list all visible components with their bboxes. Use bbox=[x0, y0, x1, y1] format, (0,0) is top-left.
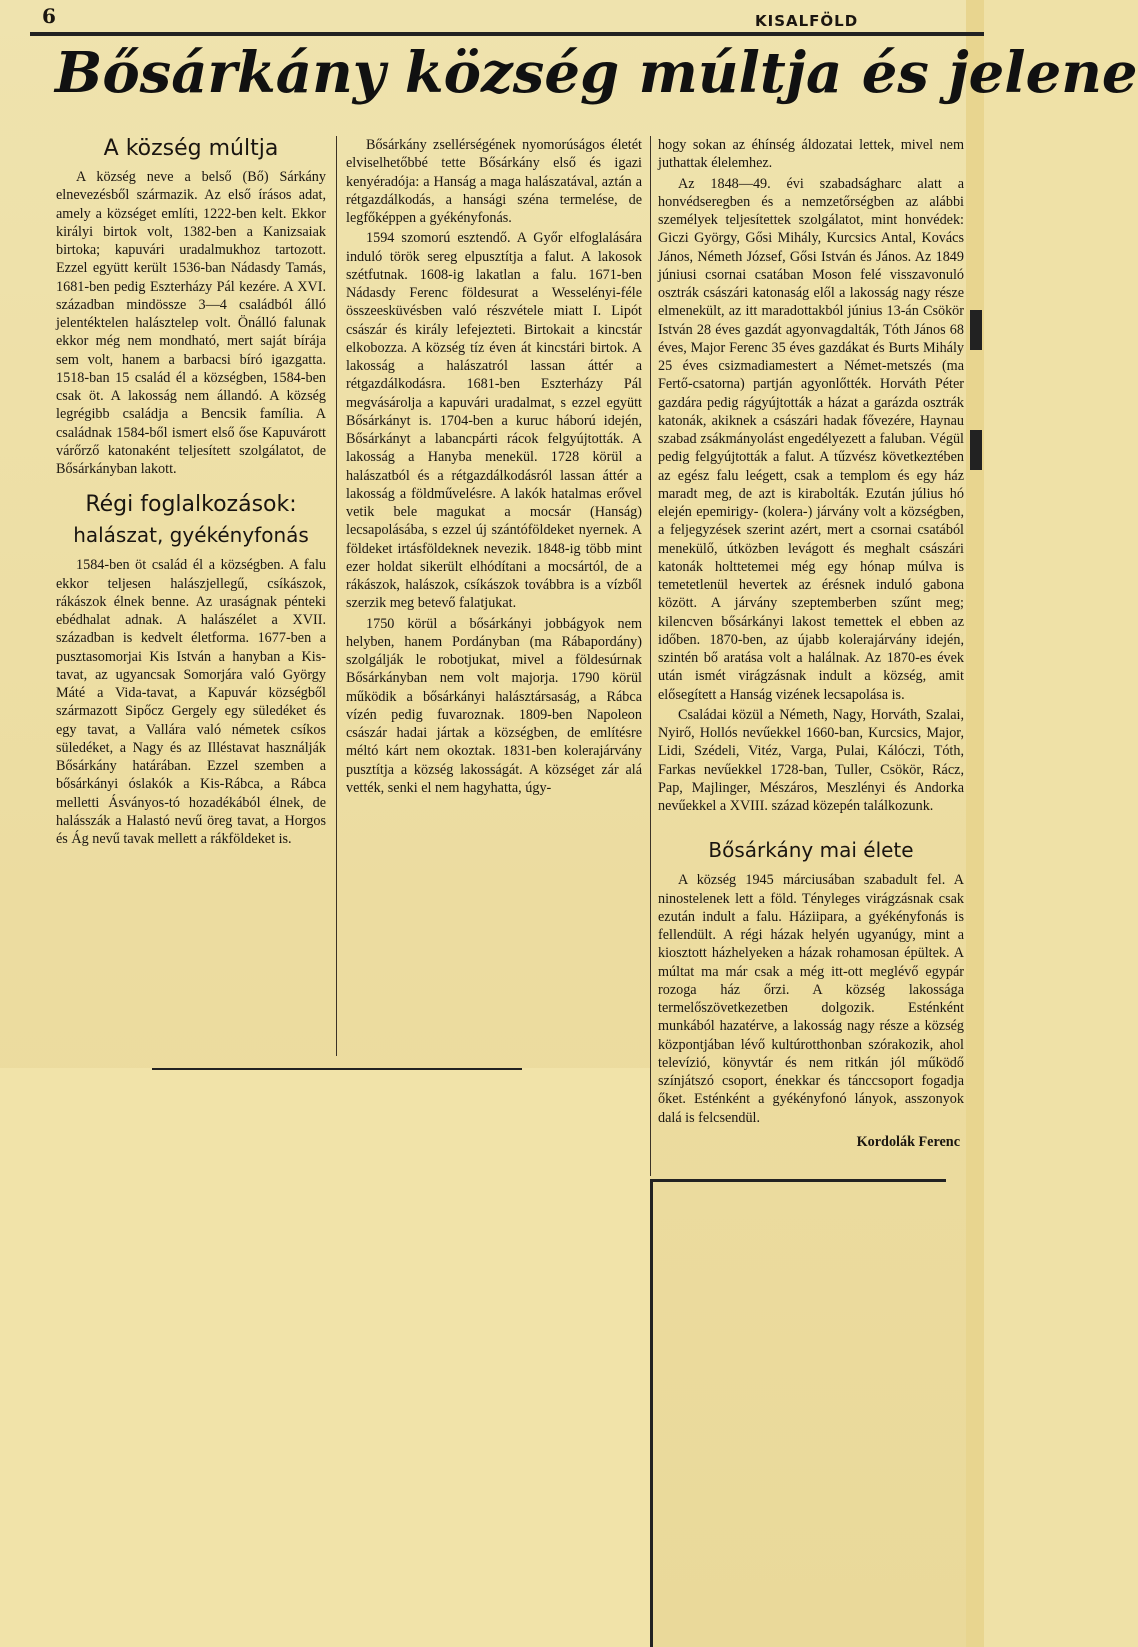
column-divider bbox=[336, 136, 337, 1056]
column-1 bbox=[56, 136, 326, 850]
edge-mark bbox=[970, 310, 982, 350]
column-3 bbox=[658, 136, 964, 1151]
paragraph: A község 1945 márciusában szabadult fel. A ninostelenek lett a föld. Tényleges virágzásnak csak ezután indult a falu. Háziipara, a gyékényfonás is fellendült. A régi házak helyén ugyanúgy, mint a kiosztott házhelyeken a házak rohamosan épültek. A múltat ma már csak a még itt-ott meglévő egypár rozoga ház őrzi. A község lakossága termelőszövetkezetben dolgozik. Esténként munkából hazatérve, a lakosság nagy része a község központjában lévő kultúrotthonban szórakozik, ahol televízió, könyvtár és nem ritkán jól működő színjátszó csoport, énekkar és tánccsoport fogadja őket. Esténként a gyékényfonó lányok, asszonyok dalá is felcsendül. bbox=[658, 872, 964, 1126]
column-2 bbox=[346, 136, 642, 799]
column-divider bbox=[650, 136, 651, 1176]
paragraph: 1584-ben öt család él a községben. A falu ekkor teljesen halászjellegű, csíkászok, rákászok élnek benne. Az uraságnak pénteki ebédhalat adnak. A halászélet a XVII. században is kedvelt életforma. 1677-ben a pusztasomorjai Kis István a hanyban a Kis-tavat, az ugyancsak Somorjára való György Máté a Vida-tavat, a Kapuvár községből származott Sipőcz Gergely egy süledéket és egy tavat, a Vallára való németek csíkos süledéket, a Nagy és az Illéstavat használják Bősárkány határában. Ezzel szemben a bősárkányi óslakók a Kis-Rábca, a Rábca melletti Ásványos-tó hozadékából élnek, de halásszák a Halastó nevű öreg tavat, a Horgos és Ág nevű tavak mellett a rákföldeket is. bbox=[56, 557, 326, 847]
paragraph: Az 1848—49. évi szabadságharc alatt a honvédseregben és a nemzetőrségben az alábbi személyek teljesítettek szolgálatot, mint honvédek: Giczi György, Gősi Mihály, Kurcsics Antal, Kovács János, Németh József, Gősi István és János. Az 1849 júniusi csornai csatában Moson felé visszavonuló osztrák császári katonaság elől a lakosság nagy része elmenekült, az itt maradottakból június 13-án Csökör István 28 éves gazdát agyonvagdalták, Tóth János 68 éves, Major Ferenc 35 éves gazdákat és Burts Mihály 25 éves csizmadiamestert a Német-metszés (ma Fertő-csatorna) partján agyonlőtték. Horváth Péter gazdára pedig rágyújtották a házat a garázda osztrák katonák, akiknek a császári hadak fővezére, Haynau szabad zsákmányolást engedélyezett a faluban. Végül pedig felgyújtották a falut. A tűzvész következtében az egész falu leégett, csak a templom és egy ház maradt meg, de azt is kirabolták. Ezután július hó elején epemirigy- (kolera-) járvány volt a községben, a feljegyzések szerint azért, mert a csornai csatából menekülő, útközben levágott és meghalt császári katonák holttetemei még egy hónap múlva is temetetlenül hevertek az érésnek induló gabona között. A járvány szeptemberben szűnt meg; kilencven bősárkányi lakost temettek el ebben az időben. 1870-ben, az újabb kolerajárvány idején, szintén bő aratása volt a halálnak. Az 1870-es évek után ismét virágzásnak indult a község, amit elősegített a Hanság vizének lecsapolása is. bbox=[658, 175, 964, 703]
box-rule bbox=[650, 1179, 653, 1647]
adjacent-page-edge bbox=[966, 0, 984, 1647]
section-title: Bősárkány mai élete bbox=[708, 838, 914, 863]
header-rule bbox=[30, 32, 984, 36]
section-subtitle: halászat, gyékényfonás bbox=[73, 523, 309, 548]
page-number: 6 bbox=[42, 4, 56, 28]
section-title: A község múltja bbox=[103, 136, 279, 161]
paragraph: 1594 szomorú esztendő. A Győr elfoglalására induló török sereg elpusztítja a falut. A lakosok szétfutnak. 1608-ig lakatlan a falu. 1671-ben Nádasdy Ferenc földesurat a Wesselényi-féle összeesküvésben való részvétele miatt I. Lipót császár és király lefejezteti. Birtokait a kincstár elkobozza. A község tíz éven át kincstári birtok. A lakosság a halászatról lassan áttér a rétgazdálkodásra. 1681-ben Eszterházy Pál megvásárolja a kapuvári uradalmat, s ezzel együtt Bősárkányt is. 1704-ben a kuruc háború idején, Bősárkányt a labancpárti rácok felgyújtották. A lakosság a Hanyba menekül. 1728 körül a halászatból és a rétgazdálkodásról lassan áttér a lakosság a földművelésre. A lakók hatalmas erővel vetik bele magukat a mocsár (Hanság) lecsapolásába, s ezzel új szántóföldeket nyernek. A földeket irtásföldeknek nevezik. 1848-ig több mint ezer holdat sikerült elhódítani a mocsártól, de a rákászok, halászok, csíkászok továbbra is a vízből szerzik meg betevő falatjukat. bbox=[346, 230, 642, 612]
edge-mark bbox=[970, 430, 982, 470]
blank-paper-area bbox=[0, 1068, 650, 1647]
headline: Bősárkány község múltja és jelene bbox=[55, 40, 1138, 106]
article-end-rule bbox=[152, 1068, 522, 1070]
paragraph: Családai közül a Németh, Nagy, Horváth, Szalai, Nyirő, Hollós nevűekkel 1660-ban, Kurcsics, Major, Lidi, Szédeli, Vitéz, Varga, Pulai, Kálóczi, Tóth, Farkas nevűekkel 1728-ban, Tuller, Csökör, Rácz, Pap, Majlinger, Mészáros, Meszlényi és Andorka nevűekkel a XVIII. század közepén találkozunk. bbox=[658, 706, 964, 814]
masthead: KISALFÖLD bbox=[755, 12, 859, 30]
section-title: Régi foglalkozások: bbox=[85, 492, 297, 518]
paragraph: hogy sokan az éhínség áldozatai lettek, mivel nem juthattak élelemhez. bbox=[658, 137, 964, 172]
box-rule bbox=[650, 1179, 946, 1182]
paragraph: Bősárkány zsellérségének nyomorúságos életét elviselhetőbbé tette Bősárkány első és igazi kenyéradója: a Hanság a maga halászatával, aztán a rétgazdálkodás, a hansági széna termelése, de legfőképpen a gyékényfonás. bbox=[346, 137, 642, 226]
paragraph: 1750 körül a bősárkányi jobbágyok nem helyben, hanem Pordányban (ma Rábapordány) szolgálják le robotjukat, mivel a földesúrnak Bősárkányban nem volt majorja. 1790 körül működik a bősárkányi halásztársaság, a Rábca vízén pedig fuvaroznak. 1809-ben Napoleon császár hadai jártak a községben, de említésre méltó kárt nem okoztak. 1831-ben kolerajárvány pusztítja a község lakosságát. A községet zár alá vették, senki el nem hagyhatta, úgy- bbox=[346, 615, 642, 796]
author-signature: Kordolák Ferenc bbox=[856, 1133, 960, 1150]
paragraph: A község neve a belső (Bő) Sárkány elnevezésből származik. Az első írásos adat, amely a községet említi, 1222-ben kelt. Ekkor királyi birtok volt, 1382-ben a Kanizsaiak birtoka; kapuvári uradalmukhoz tartozott. Ezzel együtt került 1536-ban Nádasdy Tamás, 1681-ben pedig Eszterházy Pál kezére. A XVI. században mindössze 3—4 családból álló jelentéktelen halásztelep volt. Önálló falunak ekkor még nem mondható, mert saját bírája sem volt, hanem a barbacsi bíró igazgatta. 1518-ban 15 család él a községben, 1584-ben csak öt. A lakosság nem állandó. A község legrégibb családja a Bencsik família. A családnak 1584-ből ismert első őse Kapuvárott várőrző katonaként teljesített szolgálatot, de Bősárkányban lakott. bbox=[56, 169, 326, 477]
